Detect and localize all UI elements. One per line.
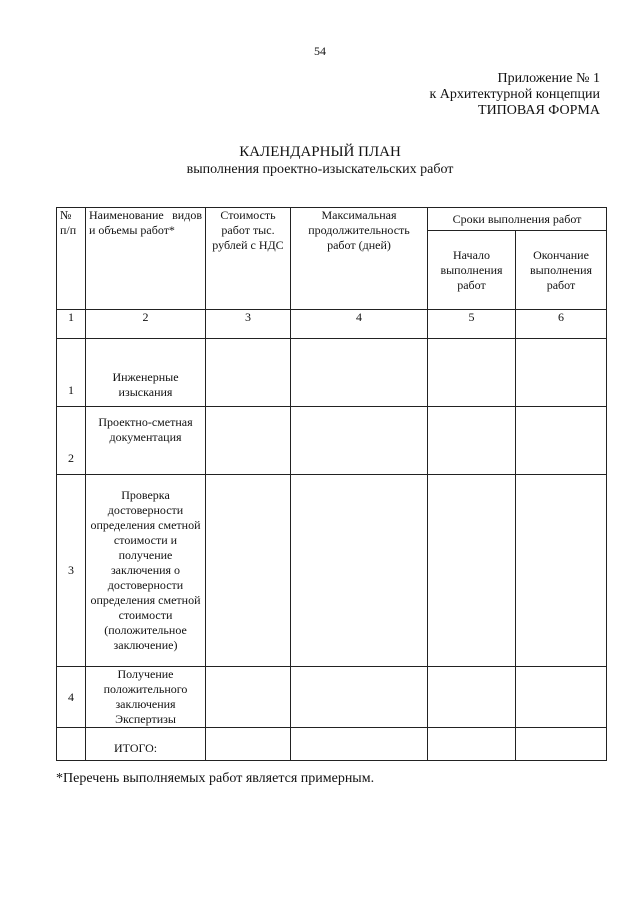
row-work-name: Проектно-сметная документация	[86, 407, 206, 475]
row-end-cell	[516, 667, 607, 728]
row-cost-cell	[206, 667, 291, 728]
row-work-name: Получение положительного заключения Экспертизы	[86, 667, 206, 728]
table-row	[57, 475, 607, 667]
total-duration-cell	[291, 728, 428, 761]
column-number: 1	[57, 310, 86, 339]
row-end-cell	[516, 475, 607, 667]
column-number: 6	[516, 310, 607, 339]
table-row	[57, 339, 607, 407]
footnote: *Перечень выполняемых работ является примерным.	[56, 771, 375, 786]
total-end-cell	[516, 728, 607, 761]
total-num-cell	[57, 728, 86, 761]
total-label: ИТОГО:	[86, 728, 206, 761]
row-cost-cell	[206, 407, 291, 475]
appendix-line-2: к Архитектурной концепции	[429, 87, 600, 102]
header-num: № п/п	[57, 208, 86, 310]
total-start-cell	[428, 728, 516, 761]
column-numbers-row	[57, 310, 607, 339]
table-row	[57, 407, 607, 475]
row-duration-cell	[291, 407, 428, 475]
row-number: 3	[57, 475, 86, 667]
header-cost: Стоимость работ тыс. рублей с НДС	[206, 208, 291, 310]
table-header-row	[57, 208, 607, 231]
calendar-plan-table	[56, 207, 607, 761]
title-line-1: КАЛЕНДАРНЫЙ ПЛАН	[239, 144, 401, 160]
column-number: 4	[291, 310, 428, 339]
title-line-2: выполнения проектно-изыскательских работ	[186, 162, 454, 177]
table-row	[57, 667, 607, 728]
column-number: 5	[428, 310, 516, 339]
row-duration-cell	[291, 339, 428, 407]
row-start-cell	[428, 407, 516, 475]
row-cost-cell	[206, 475, 291, 667]
row-start-cell	[428, 667, 516, 728]
total-cost-cell	[206, 728, 291, 761]
column-number: 3	[206, 310, 291, 339]
appendix-header	[429, 71, 600, 119]
header-terms: Сроки выполнения работ	[428, 208, 607, 231]
header-duration: Максимальная продолжительность работ (дней)	[291, 208, 428, 310]
row-work-name: Проверка достоверности определения сметной стоимости и получение заключения о достоверности определения сметной стоимости (положительное заключение)	[86, 475, 206, 667]
row-duration-cell	[291, 475, 428, 667]
document-title	[0, 144, 640, 178]
row-number: 4	[57, 667, 86, 728]
appendix-line-1: Приложение № 1	[497, 71, 600, 86]
row-end-cell	[516, 339, 607, 407]
row-start-cell	[428, 475, 516, 667]
row-work-name: Инженерные изыскания	[86, 339, 206, 407]
row-number: 1	[57, 339, 86, 407]
header-start: Начало выполнения работ	[428, 231, 516, 310]
table-total-row	[57, 728, 607, 761]
row-cost-cell	[206, 339, 291, 407]
row-end-cell	[516, 407, 607, 475]
row-number: 2	[57, 407, 86, 475]
page-number: 54	[314, 44, 326, 58]
row-duration-cell	[291, 667, 428, 728]
header-name: Наименование видов и объемы работ*	[86, 208, 206, 310]
column-number: 2	[86, 310, 206, 339]
appendix-line-3: ТИПОВАЯ ФОРМА	[478, 103, 600, 118]
row-start-cell	[428, 339, 516, 407]
header-end: Окончание выполнения работ	[516, 231, 607, 310]
